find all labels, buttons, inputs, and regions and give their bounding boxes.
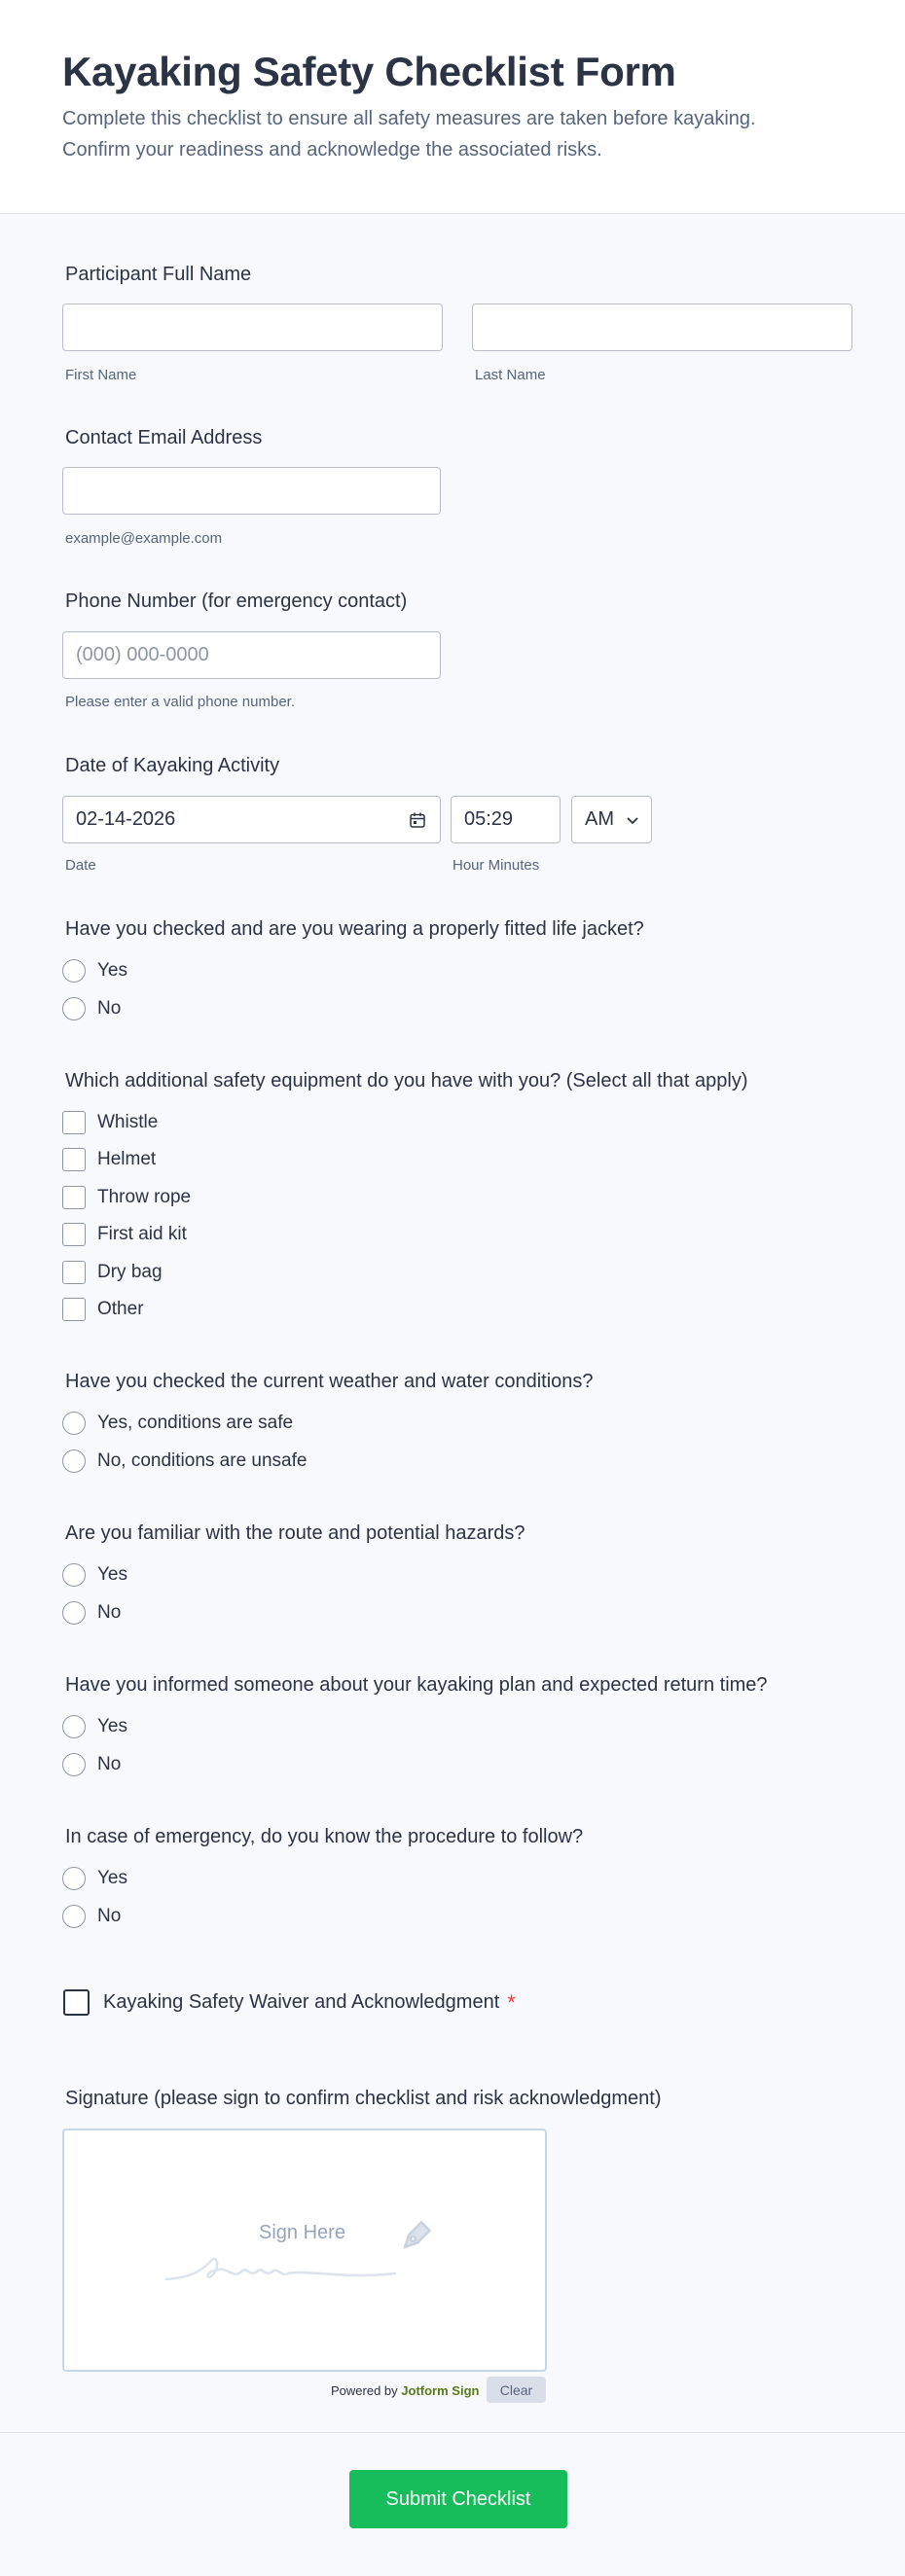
radio-button[interactable] bbox=[62, 1753, 86, 1776]
radio-button[interactable] bbox=[62, 1449, 86, 1473]
equipment-option-whistle[interactable] bbox=[62, 1111, 158, 1134]
date-label: Date of Kayaking Activity bbox=[65, 755, 280, 776]
phone-label: Phone Number (for emergency contact) bbox=[65, 590, 408, 612]
lifejacket-option-yes[interactable] bbox=[62, 959, 127, 983]
phone-input[interactable] bbox=[62, 631, 441, 679]
subtitle-line-2: Confirm your readiness and acknowledge the associated risks. bbox=[62, 139, 602, 161]
option-label: Dry bag bbox=[97, 1262, 163, 1282]
waiver-checkbox-row[interactable] bbox=[63, 1989, 516, 2016]
sign-here-text: Sign Here bbox=[259, 2222, 345, 2243]
option-label: Yes bbox=[97, 1868, 127, 1888]
checkbox[interactable] bbox=[62, 1223, 86, 1246]
chevron-down-icon bbox=[626, 816, 639, 826]
first-name-input[interactable] bbox=[62, 304, 443, 351]
option-label: Yes bbox=[97, 1716, 127, 1736]
route-option-yes[interactable] bbox=[62, 1563, 127, 1587]
checkbox[interactable] bbox=[62, 1111, 86, 1134]
required-asterisk: * bbox=[507, 1989, 516, 2015]
option-label: No bbox=[97, 998, 122, 1019]
last-name-input[interactable] bbox=[472, 304, 852, 351]
ampm-value: AM bbox=[585, 808, 614, 830]
radio-button[interactable] bbox=[62, 1715, 86, 1738]
option-label: Throw rope bbox=[97, 1187, 192, 1207]
checkbox[interactable] bbox=[62, 1148, 86, 1171]
option-label: Yes, conditions are safe bbox=[97, 1413, 294, 1433]
waiver-label: Kayaking Safety Waiver and Acknowledgment bbox=[103, 1991, 500, 2013]
radio-button[interactable] bbox=[62, 1412, 86, 1435]
phone-placeholder: (000) 000-0000 bbox=[76, 644, 209, 665]
option-label: Yes bbox=[97, 960, 127, 981]
equipment-question: Which additional safety equipment do you have with you? (Select all that apply) bbox=[65, 1070, 748, 1091]
date-sublabel: Date bbox=[65, 857, 96, 874]
checkbox[interactable] bbox=[62, 1261, 86, 1284]
option-label: Whistle bbox=[97, 1112, 159, 1132]
signature-label: Signature (please sign to confirm checklist and risk acknowledgment) bbox=[65, 2088, 662, 2109]
waiver-checkbox[interactable] bbox=[63, 1989, 90, 2016]
date-value: 02-14-2026 bbox=[76, 808, 176, 830]
equipment-option-other[interactable] bbox=[62, 1298, 144, 1321]
time-sublabel: Hour Minutes bbox=[452, 857, 540, 874]
clear-signature-button[interactable]: Clear bbox=[487, 2377, 546, 2403]
equipment-option-first-aid-kit[interactable] bbox=[62, 1223, 187, 1246]
radio-button[interactable] bbox=[62, 959, 86, 983]
weather-option-safe[interactable] bbox=[62, 1412, 293, 1435]
option-label: Helmet bbox=[97, 1149, 157, 1169]
email-input[interactable] bbox=[62, 467, 441, 515]
emergency-option-yes[interactable] bbox=[62, 1867, 127, 1890]
checkbox[interactable] bbox=[62, 1186, 86, 1209]
lifejacket-option-no[interactable] bbox=[62, 997, 121, 1020]
date-input[interactable] bbox=[62, 796, 441, 843]
phone-sublabel: Please enter a valid phone number. bbox=[65, 694, 295, 710]
informed-option-yes[interactable] bbox=[62, 1715, 127, 1738]
option-label: No, conditions are unsafe bbox=[97, 1450, 308, 1471]
weather-option-unsafe[interactable] bbox=[62, 1449, 307, 1473]
option-label: No bbox=[97, 1906, 122, 1926]
form-title: Kayaking Safety Checklist Form bbox=[62, 49, 676, 94]
powered-by bbox=[331, 2383, 479, 2398]
route-option-no[interactable] bbox=[62, 1601, 121, 1625]
checkbox[interactable] bbox=[62, 1298, 86, 1321]
subtitle-line-1: Complete this checklist to ensure all safety measures are taken before kayaking. bbox=[62, 108, 756, 129]
submit-button[interactable]: Submit Checklist bbox=[349, 2470, 567, 2528]
radio-button[interactable] bbox=[62, 1905, 86, 1928]
radio-button[interactable] bbox=[62, 1601, 86, 1625]
option-label: Yes bbox=[97, 1564, 127, 1585]
email-label: Contact Email Address bbox=[65, 427, 263, 448]
radio-button[interactable] bbox=[62, 997, 86, 1020]
option-label: No bbox=[97, 1602, 122, 1623]
pen-icon bbox=[395, 2218, 434, 2257]
emergency-question: In case of emergency, do you know the procedure to follow? bbox=[65, 1826, 584, 1847]
informed-option-no[interactable] bbox=[62, 1753, 121, 1776]
time-value: 05:29 bbox=[464, 808, 514, 830]
informed-question: Have you informed someone about your kayaking plan and expected return time? bbox=[65, 1674, 768, 1696]
ampm-select[interactable] bbox=[571, 796, 652, 843]
radio-button[interactable] bbox=[62, 1563, 86, 1587]
option-label: First aid kit bbox=[97, 1224, 187, 1244]
radio-button[interactable] bbox=[62, 1867, 86, 1890]
email-sublabel: example@example.com bbox=[65, 530, 223, 547]
time-input[interactable] bbox=[451, 796, 561, 843]
full-name-label: Participant Full Name bbox=[65, 264, 252, 285]
emergency-option-no[interactable] bbox=[62, 1905, 121, 1928]
signature-pad[interactable] bbox=[62, 2129, 547, 2372]
equipment-option-dry-bag[interactable] bbox=[62, 1261, 163, 1284]
jotform-sign-link[interactable]: Jotform Sign bbox=[401, 2383, 480, 2398]
powered-prefix: Powered by bbox=[331, 2383, 398, 2398]
first-name-sublabel: First Name bbox=[65, 367, 137, 383]
last-name-sublabel: Last Name bbox=[475, 367, 546, 383]
form-subtitle bbox=[62, 103, 841, 165]
lifejacket-question: Have you checked and are you wearing a properly fitted life jacket? bbox=[65, 918, 644, 940]
equipment-option-helmet[interactable] bbox=[62, 1148, 156, 1171]
route-question: Are you familiar with the route and potential hazards? bbox=[65, 1522, 525, 1544]
option-label: Other bbox=[97, 1299, 144, 1319]
form-header bbox=[0, 0, 905, 214]
calendar-icon[interactable] bbox=[409, 811, 426, 829]
option-label: No bbox=[97, 1754, 122, 1774]
weather-question: Have you checked the current weather and water conditions? bbox=[65, 1371, 594, 1392]
equipment-option-throw-rope[interactable] bbox=[62, 1186, 191, 1209]
